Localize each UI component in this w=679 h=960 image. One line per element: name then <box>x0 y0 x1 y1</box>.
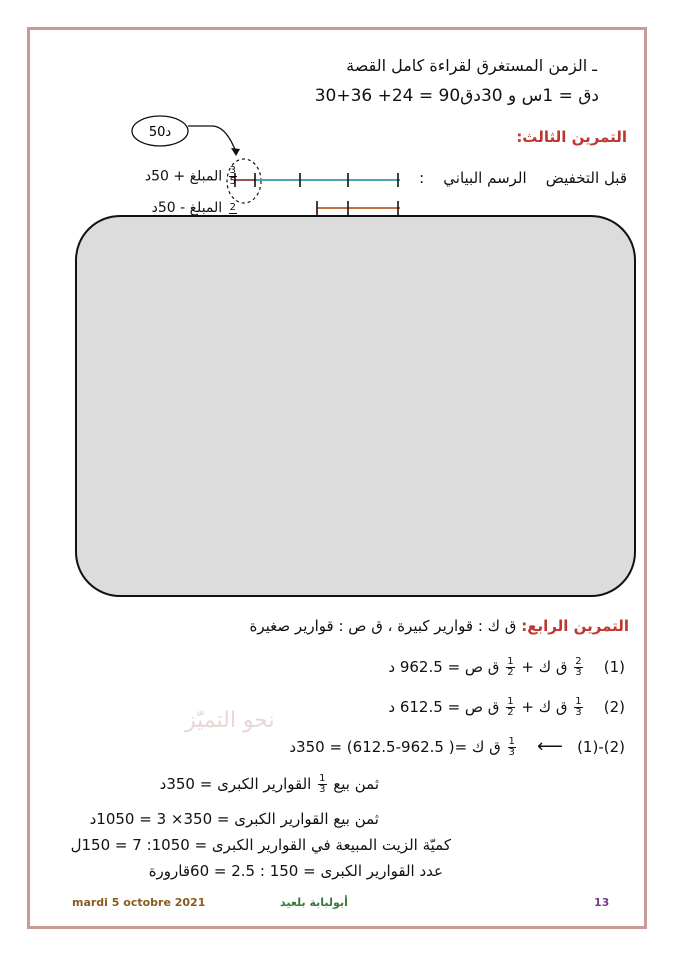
ex3-bubble-label: 50د <box>148 125 172 140</box>
ex4-line5: ثمن بيع القوارير الكبرى = 350× 3 = 1050د <box>89 810 379 828</box>
footer-date: mardi 5 octobre 2021 <box>72 896 206 909</box>
ex3-frac-top: $\frac{3}{5}$ <box>229 165 236 187</box>
ex3-before-label: قبل التخفيض <box>545 169 627 187</box>
ex3-graph-label: الرسم البياني <box>443 169 527 187</box>
ex4-eq1-half-frac: $\frac{1}{2}$ <box>507 656 514 678</box>
ex4-eq1-index: (1) <box>603 658 625 676</box>
ex4-eq3-text: ق ك =( 962.5-612.5) = 350د <box>289 738 501 756</box>
ex4-eq2 <box>388 697 625 718</box>
intro-equation: 30+36 +24 = 90دق = 1س و 30دق <box>314 86 599 106</box>
ex4-eq3 <box>289 736 625 758</box>
ex3-frac-bottom: 2 <box>229 201 236 213</box>
ex4-eq1-mid: ق ك + <box>521 658 568 676</box>
ex3-arrow-head <box>231 148 240 156</box>
ex4-eq2-rest: ق ص = 612.5 د <box>388 698 500 716</box>
ex3-amount-plus: المبلغ + 50د <box>144 168 223 185</box>
ex4-heading: التمرين الرابع: <box>521 617 629 635</box>
ex4-eq1-rest: ق ص = 962.5 د <box>388 658 500 676</box>
ex4-line6: كميّة الزيت المبيعة في القوارير الكبرى = 1050: 7 = 150ل <box>70 836 451 854</box>
ex4-heading-row <box>250 617 629 635</box>
ex4-definitions: ق ك : قوارير كبيرة ، ق ص : قوارير صغيرة <box>249 617 517 635</box>
ex4-eq1 <box>388 657 625 678</box>
ex4-line4-a: ثمن بيع <box>333 775 379 793</box>
bullet-dash: ـ <box>587 56 597 75</box>
ex4-eq2-index: (2) <box>603 698 625 716</box>
ex4-eq3-op: (1)-(2) <box>577 738 625 756</box>
ex3-heading: التمرين الثالث: <box>516 128 627 146</box>
ex4-eq1-lead-frac: $\frac{2}{3}$ <box>575 656 582 678</box>
ex4-line7: عدد القوارير الكبرى = 150 : 2.5 = 60قارورة <box>148 862 443 880</box>
intro-title: الزمن المستغرق لقراءة كامل القصة <box>346 56 588 75</box>
ex4-eq2-lead-frac: $\frac{1}{3}$ <box>575 696 582 718</box>
footer-page-number: 13 <box>594 896 610 909</box>
redaction-box <box>75 215 636 597</box>
ex3-amount-minus: المبلغ - 50د <box>151 200 223 215</box>
ex3-colon: : <box>419 169 425 187</box>
ex3-bubble-arrow <box>188 126 236 152</box>
ex3-bar-diagram <box>0 0 679 230</box>
ex4-eq2-half-frac: $\frac{1}{2}$ <box>507 696 514 718</box>
ex4-line4-b: القوارير الكبرى = 350د <box>159 775 312 793</box>
ex4-line4 <box>160 774 379 795</box>
ex4-eq2-mid: ق ك + <box>521 698 568 716</box>
ex4-eq3-lead-frac: $\frac{1}{3}$ <box>508 736 515 758</box>
watermark-text: نحو التميّز <box>185 708 275 733</box>
ex4-line4-frac: $\frac{1}{3}$ <box>319 773 326 795</box>
footer-author: أبولبابة بلعيد <box>280 896 348 909</box>
ex4-eq3-arrow: ⟵ <box>536 736 563 757</box>
